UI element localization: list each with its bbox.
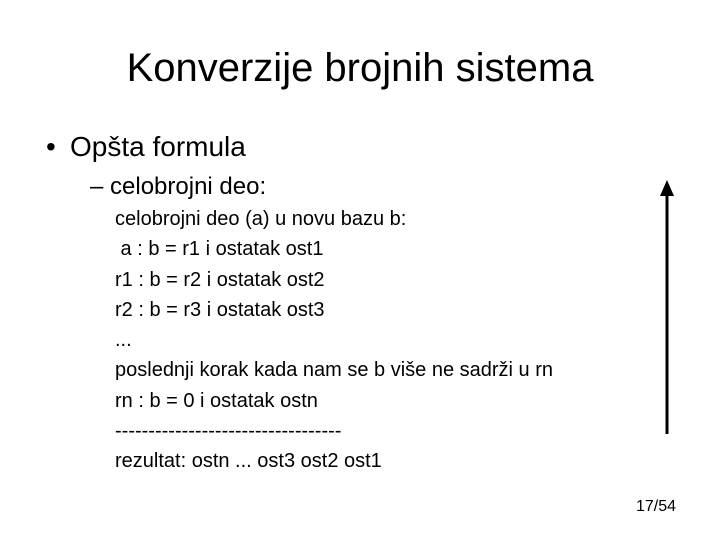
formula-line-step-1: a : b = r1 i ostatak ost1 — [115, 238, 324, 261]
sub-bullet-text: – celobrojni deo: — [90, 173, 267, 200]
formula-line-last-step-note: poslednji korak kada nam se b više ne sadrži u rn — [115, 359, 554, 382]
bullet-marker: • — [46, 131, 56, 162]
page-number: 17/54 — [635, 498, 676, 515]
formula-line-step-2: r1 : b = r2 i ostatak ost2 — [115, 268, 325, 291]
formula-block — [115, 204, 553, 477]
main-bullet-text: Opšta formula — [70, 131, 246, 162]
formula-line-ellipsis: ... — [115, 329, 132, 352]
slide-title: Konverzije brojnih sistema — [126, 46, 594, 90]
formula-divider: ---------------------------------- — [115, 420, 342, 443]
formula-result: rezultat: ostn ... ost3 ost2 ost1 — [115, 450, 382, 473]
formula-line-final-step: rn : b = 0 i ostatak ostn — [115, 389, 318, 412]
main-bullet — [46, 128, 246, 166]
formula-line-intro: celobrojni deo (a) u novu bazu b: — [115, 208, 407, 230]
formula-line-step-3: r2 : b = r3 i ostatak ost3 — [115, 298, 325, 321]
up-arrow-icon — [652, 178, 682, 438]
